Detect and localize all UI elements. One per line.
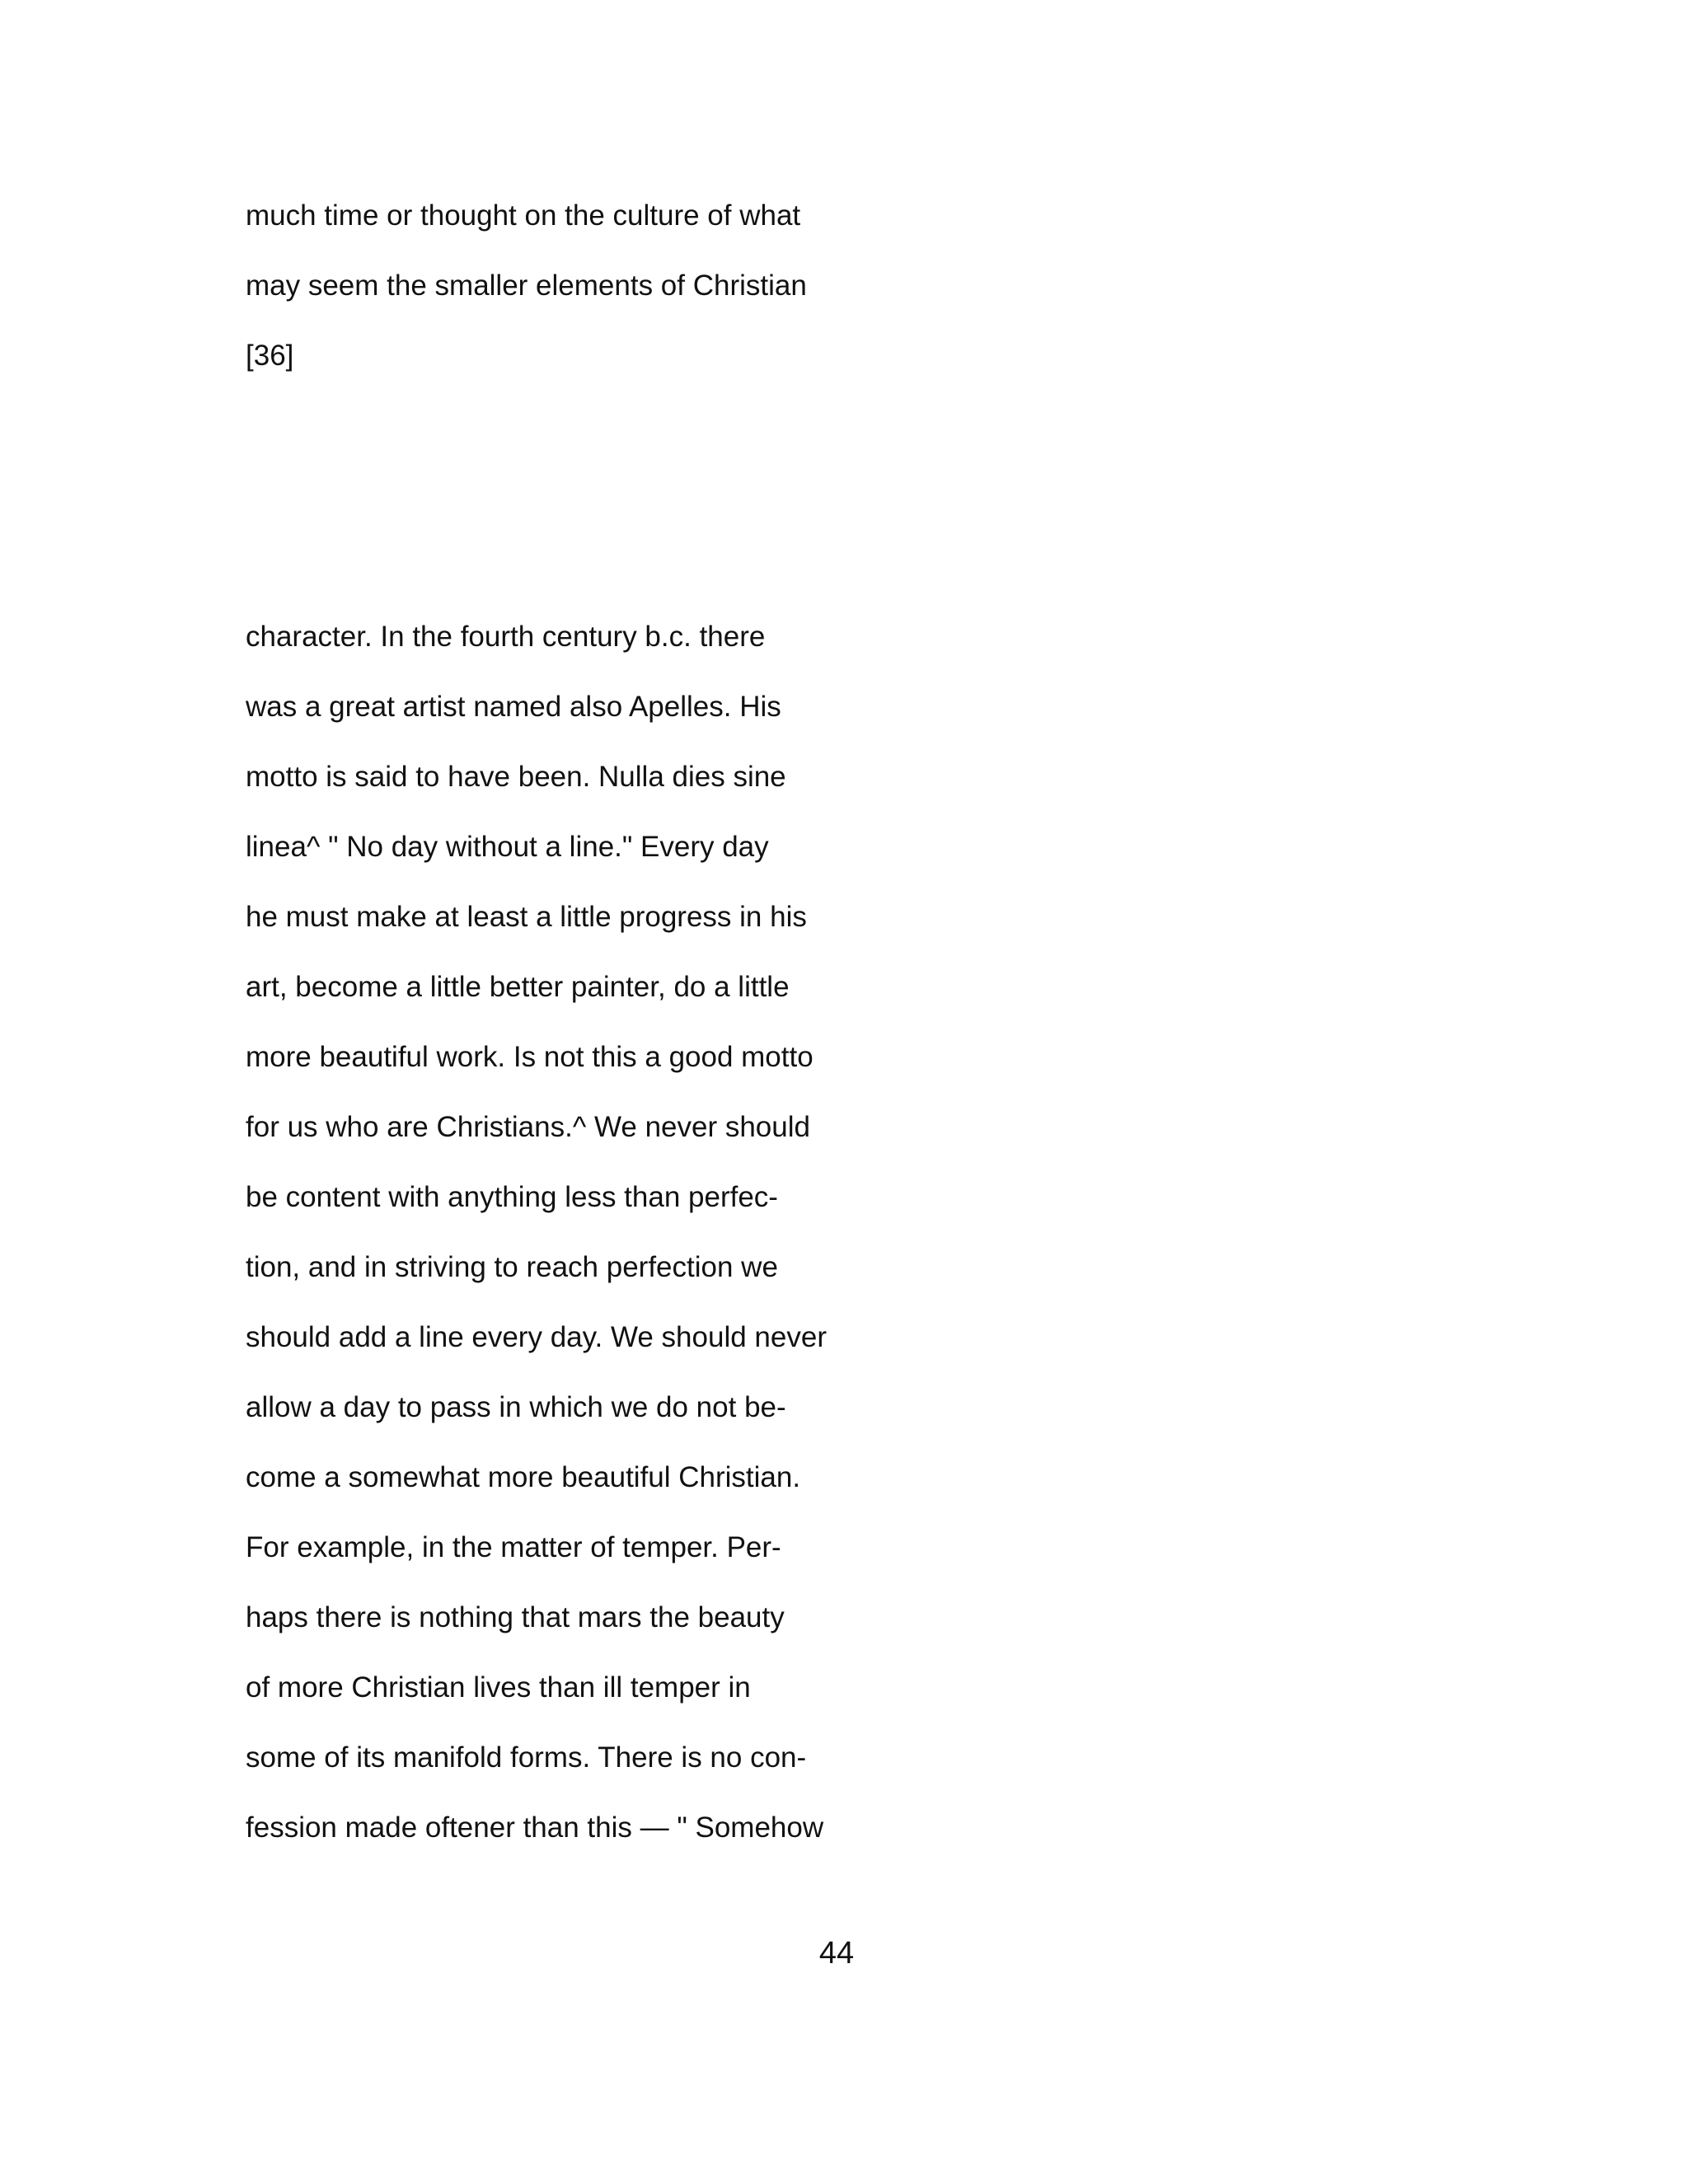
text-line: allow a day to pass in which we do not be- <box>246 1391 786 1423</box>
page-number: 44 <box>818 1936 855 1971</box>
text-line: linea^ " No day without a line." Every day <box>246 831 769 863</box>
text-line: art, become a little better painter, do a little <box>246 971 790 1003</box>
text-line: For example, in the matter of temper. Per- <box>246 1531 781 1563</box>
text-line: of more Christian lives than ill temper in <box>246 1671 751 1704</box>
text-line: some of its manifold forms. There is no con- <box>246 1741 807 1774</box>
text-block-main <box>246 614 872 1875</box>
text-line: fession made oftener than this — " Somehow <box>246 1811 824 1844</box>
page-marker: [36] <box>246 340 294 372</box>
text-line: should add a line every day. We should never <box>246 1321 827 1353</box>
text-block-top <box>246 193 872 403</box>
text-line: for us who are Christians.^ We never should <box>246 1111 810 1143</box>
text-line: character. In the fourth century b.c. there <box>246 621 766 653</box>
text-line: come a somewhat more beautiful Christian. <box>246 1461 801 1493</box>
text-line: motto is said to have been. Nulla dies sine <box>246 761 786 793</box>
text-line: more beautiful work. Is not this a good motto <box>246 1041 814 1073</box>
text-line: be content with anything less than perfec- <box>246 1181 778 1213</box>
text-line: haps there is nothing that mars the beauty <box>246 1601 785 1633</box>
text-line: he must make at least a little progress in his <box>246 901 807 933</box>
text-line: may seem the smaller elements of Christian <box>246 269 807 302</box>
text-line: much time or thought on the culture of what <box>246 199 801 232</box>
text-line: tion, and in striving to reach perfection we <box>246 1251 778 1283</box>
text-line: was a great artist named also Apelles. His <box>246 691 781 723</box>
